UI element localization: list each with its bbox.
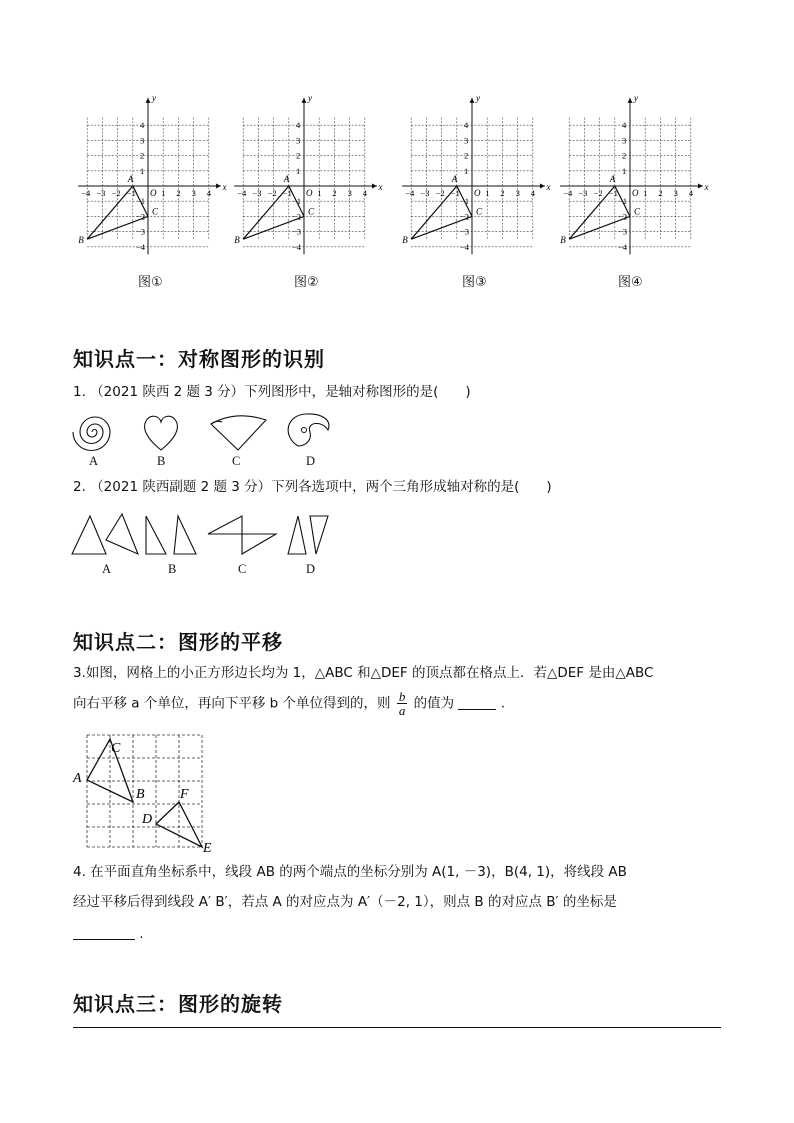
- question-3-answer-blank[interactable]: [458, 695, 496, 710]
- question-3-text-before-fraction: 向右平移 a 个单位，再向下平移 b 个单位得到的，则: [73, 695, 391, 712]
- y-tick-label: −3: [136, 226, 146, 237]
- option-b-triangles: [146, 516, 196, 554]
- y-tick-label: −4: [136, 241, 146, 252]
- y-tick-label: −3: [292, 226, 302, 237]
- x-tick-label: −3: [578, 188, 588, 198]
- y-tick-label: 4: [464, 120, 469, 131]
- x-tick-label: −1: [450, 188, 460, 198]
- figure-caption-3: 图③: [462, 275, 487, 290]
- x-axis-label: x: [222, 182, 227, 192]
- y-tick-label: 2: [140, 150, 145, 161]
- y-tick-label: −2: [460, 211, 470, 222]
- section-title-symmetry: 知识点一：对称图形的识别: [73, 347, 325, 371]
- x-tick-label: −2: [593, 188, 603, 198]
- x-tick-label: 4: [530, 188, 536, 198]
- y-axis-label: y: [152, 92, 156, 103]
- fraction-denominator: a: [398, 703, 406, 718]
- point-c-label: C: [152, 206, 159, 217]
- option-a-triangles: [72, 514, 138, 554]
- fraction-b-over-a: [397, 690, 408, 717]
- x-axis-label: x: [546, 182, 551, 192]
- x-tick-label: 1: [485, 188, 490, 198]
- question-2-option-b: B: [168, 562, 177, 576]
- x-tick-label: 4: [206, 188, 212, 198]
- coordinate-grid-figure-3: [392, 92, 551, 257]
- label-b: B: [136, 787, 145, 802]
- y-tick-label: 4: [622, 120, 627, 131]
- option-a-spiral-shape: [73, 417, 110, 451]
- question-4-line-2: 经过平移后得到线段 A′ B′，若点 A 的对应点为 A′（－2, 1），则点 B 的对应点 B′ 的坐标是: [73, 894, 617, 910]
- x-tick-label: 2: [658, 188, 663, 198]
- x-tick-label: −4: [563, 188, 573, 198]
- x-tick-label: 4: [362, 188, 368, 198]
- point-b-label: B: [234, 235, 240, 246]
- x-axis-arrow-icon: [540, 184, 545, 189]
- label-c: C: [111, 741, 121, 756]
- y-tick-label: −4: [618, 241, 628, 252]
- x-tick-label: −4: [237, 188, 247, 198]
- y-tick-label: 1: [464, 165, 469, 176]
- figure-caption-1: 图①: [138, 275, 163, 290]
- question-3-line-2: [73, 690, 733, 717]
- origin-label: O: [306, 188, 313, 198]
- y-tick-label: 3: [296, 135, 301, 146]
- question-1-option-a: A: [89, 454, 99, 468]
- y-tick-label: −3: [618, 226, 628, 237]
- point-b-label: B: [402, 235, 408, 246]
- x-tick-label: −1: [282, 188, 292, 198]
- question-4-line-1: 4. 在平面直角坐标系中，线段 AB 的两个端点的坐标分别为 A(1, －3)，B(4, 1)，将线段 AB: [73, 864, 627, 880]
- label-f: F: [180, 787, 189, 802]
- figure-caption-2: 图②: [294, 275, 319, 290]
- y-tick-label: −4: [292, 241, 302, 252]
- y-tick-label: 1: [622, 165, 627, 176]
- y-tick-label: −3: [460, 226, 470, 237]
- question-2-option-d: D: [306, 562, 316, 576]
- y-tick-label: 4: [140, 120, 145, 131]
- y-tick-label: −1: [618, 196, 628, 207]
- option-d-comma-shape: [288, 414, 329, 446]
- label-a: A: [73, 771, 82, 786]
- question-4-line-3: [73, 924, 144, 944]
- question-1-options-figure: [66, 410, 346, 472]
- x-tick-label: 4: [688, 188, 694, 198]
- x-axis-label: x: [378, 182, 383, 192]
- x-tick-label: −4: [81, 188, 91, 198]
- y-tick-label: 1: [296, 165, 301, 176]
- y-axis-label: y: [476, 92, 480, 103]
- section-title-translation: 知识点二：图形的平移: [73, 630, 283, 654]
- y-tick-label: −2: [136, 211, 146, 222]
- x-tick-label: 3: [673, 188, 678, 198]
- question-3-grid-figure: [70, 728, 220, 854]
- question-4-answer-blank[interactable]: [73, 925, 135, 940]
- question-3-end: .: [500, 695, 505, 712]
- question-3-text-after-fraction: 的值为: [413, 695, 455, 712]
- y-tick-label: 3: [140, 135, 145, 146]
- y-axis-label: y: [308, 92, 312, 103]
- coordinate-grid-figure-4: [550, 92, 709, 257]
- x-tick-label: 1: [643, 188, 648, 198]
- point-a-label: A: [127, 174, 134, 184]
- coordinate-grid-figure-1: [68, 92, 227, 257]
- x-tick-label: 3: [191, 188, 196, 198]
- x-tick-label: −3: [96, 188, 106, 198]
- bottom-divider: [73, 1027, 721, 1028]
- x-tick-label: −4: [405, 188, 415, 198]
- x-tick-label: −1: [608, 188, 618, 198]
- y-tick-label: −1: [460, 196, 470, 207]
- y-tick-label: −1: [136, 196, 146, 207]
- figure-caption-4: 图④: [618, 275, 643, 290]
- y-tick-label: 1: [140, 165, 145, 176]
- question-4-end: .: [139, 926, 144, 942]
- y-axis-arrow-icon: [302, 98, 307, 103]
- x-tick-label: 2: [332, 188, 337, 198]
- question-1-text: 1. （2021 陕西 2 题 3 分）下列图形中，是轴对称图形的是( ): [73, 384, 471, 400]
- point-b-label: B: [78, 235, 84, 246]
- point-a-label: A: [283, 174, 290, 184]
- option-c-fan-shape: [211, 416, 266, 450]
- coordinate-figures-row: [60, 92, 740, 292]
- question-2-option-a: A: [102, 562, 112, 576]
- x-tick-label: −2: [267, 188, 277, 198]
- question-2-options-figure: [66, 508, 346, 560]
- x-tick-label: 2: [176, 188, 181, 198]
- question-3-line-1: 3.如图，网格上的小正方形边长均为 1，△ABC 和△DEF 的顶点都在格点上．若△DEF 是由△ABC: [73, 665, 654, 681]
- option-c-triangles: [208, 516, 276, 554]
- x-tick-label: 1: [161, 188, 166, 198]
- origin-label: O: [474, 188, 481, 198]
- section-title-rotation: 知识点三：图形的旋转: [73, 992, 283, 1016]
- option-d-triangles: [288, 516, 328, 554]
- question-1-option-c: C: [232, 454, 241, 468]
- origin-label: O: [150, 188, 157, 198]
- origin-label: O: [632, 188, 639, 198]
- option-b-heart-shape: [145, 416, 178, 450]
- x-tick-label: 1: [317, 188, 322, 198]
- point-b-label: B: [560, 235, 566, 246]
- x-tick-label: 3: [347, 188, 352, 198]
- coordinate-grid-figure-2: [224, 92, 383, 257]
- y-axis-arrow-icon: [628, 98, 633, 103]
- label-e: E: [203, 841, 212, 856]
- y-tick-label: −2: [618, 211, 628, 222]
- y-tick-label: 2: [296, 150, 301, 161]
- question-1-option-b: B: [157, 454, 166, 468]
- x-tick-label: −3: [420, 188, 430, 198]
- y-tick-label: −4: [460, 241, 470, 252]
- point-c-label: C: [476, 206, 483, 217]
- y-tick-label: 3: [622, 135, 627, 146]
- x-tick-label: −2: [435, 188, 445, 198]
- y-axis-arrow-icon: [146, 98, 151, 103]
- point-c-label: C: [308, 206, 315, 217]
- y-tick-label: −2: [292, 211, 302, 222]
- point-a-label: A: [451, 174, 458, 184]
- y-tick-label: 4: [296, 120, 301, 131]
- x-axis-arrow-icon: [372, 184, 377, 189]
- x-tick-label: 3: [515, 188, 520, 198]
- x-tick-label: 2: [500, 188, 505, 198]
- point-a-label: A: [609, 174, 616, 184]
- fraction-numerator: b: [398, 689, 406, 704]
- y-tick-label: −1: [292, 196, 302, 207]
- y-axis-label: y: [634, 92, 638, 103]
- label-d: D: [142, 812, 153, 827]
- question-2-text: 2. （2021 陕西副题 2 题 3 分）下列各选项中，两个三角形成轴对称的是( ): [73, 479, 552, 495]
- y-tick-label: 3: [464, 135, 469, 146]
- x-tick-label: −2: [111, 188, 121, 198]
- question-2-option-c: C: [238, 562, 247, 576]
- x-axis-arrow-icon: [698, 184, 703, 189]
- point-c-label: C: [634, 206, 641, 217]
- x-axis-label: x: [704, 182, 709, 192]
- x-tick-label: −1: [126, 188, 136, 198]
- question-1-option-d: D: [306, 454, 316, 468]
- y-tick-label: 2: [464, 150, 469, 161]
- x-axis-arrow-icon: [216, 184, 221, 189]
- y-axis-arrow-icon: [470, 98, 475, 103]
- y-tick-label: 2: [622, 150, 627, 161]
- x-tick-label: −3: [252, 188, 262, 198]
